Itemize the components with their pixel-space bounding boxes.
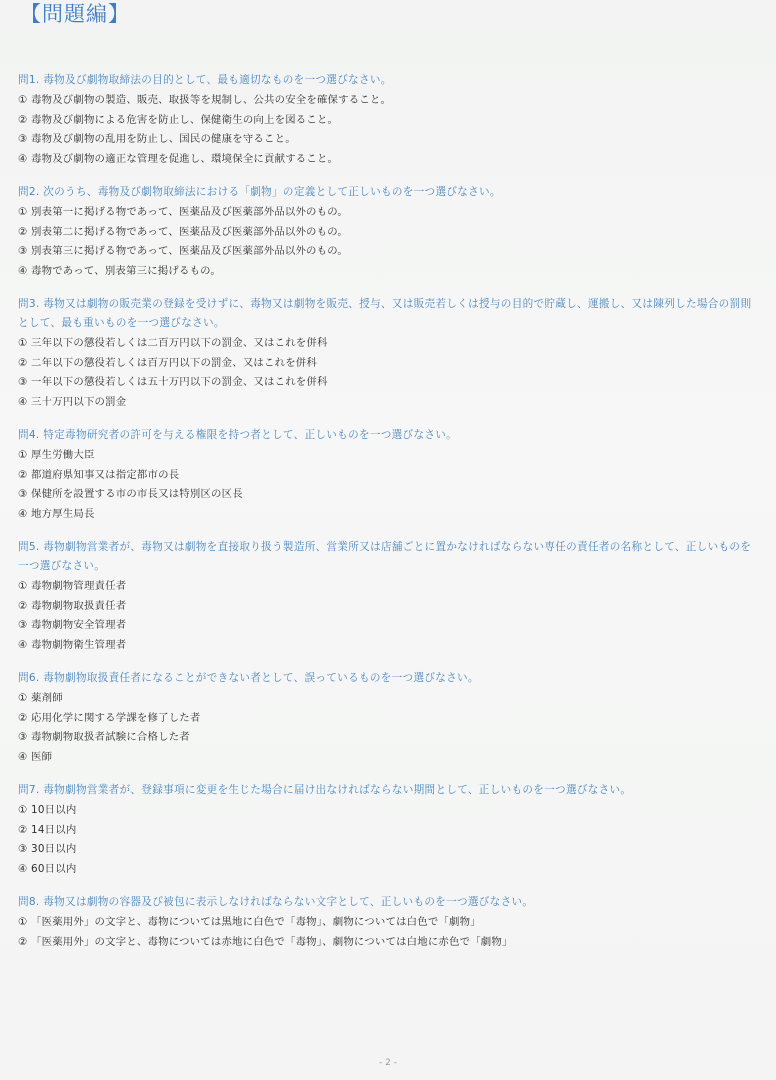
question-text: 問3. 毒物又は劇物の販売業の登録を受けずに、毒物又は劇物を販売、授与、又は販売若しくは授与の目的で貯蔵し、運搬し、又は陳列した場合の罰則として、最も重いものを一つ選びなさい。 xyxy=(18,298,752,329)
question-2 xyxy=(18,183,758,281)
question-text: 問2. 次のうち、毒物及び劇物取締法における「劇物」の定義として正しいものを一つ選びなさい。 xyxy=(18,186,501,198)
question-7 xyxy=(18,781,758,879)
question-text: 問5. 毒物劇物営業者が、毒物又は劇物を直接取り扱う製造所、営業所又は店舗ごとに置かなければならない専任の責任者の名称として、正しいものを一つ選びなさい。 xyxy=(18,541,752,572)
question-text: 問4. 特定毒物研究者の許可を与える権限を持つ者として、正しいものを一つ選びなさい。 xyxy=(18,429,458,441)
question-list xyxy=(18,71,758,966)
question-text: 問7. 毒物劇物営業者が、登録事項に変更を生じた場合に届け出なければならない期間として、正しいものを一つ選びなさい。 xyxy=(18,784,632,796)
question-3 xyxy=(18,295,758,412)
option-item: ① 別表第一に掲げる物であって、医薬品及び医薬部外品以外のもの。 xyxy=(18,206,349,218)
option-item: ② 都道府県知事又は指定都市の長 xyxy=(18,468,180,481)
option-list xyxy=(18,577,758,655)
option-item: ④ 三十万円以下の罰金 xyxy=(18,395,127,408)
option-item: ① 毒物劇物管理責任者 xyxy=(18,580,127,592)
option-item: ② 応用化学に関する学課を修了した者 xyxy=(18,711,201,724)
option-item: ④ 毒物劇物衛生管理者 xyxy=(18,638,127,651)
option-item: ③ 毒物劇物取扱者試験に合格した者 xyxy=(18,731,190,743)
option-item: ② 毒物劇物取扱責任者 xyxy=(18,599,127,612)
option-item: ① 薬剤師 xyxy=(18,692,63,704)
option-item: ② 14日以内 xyxy=(18,823,77,836)
option-list xyxy=(18,91,758,169)
question-5 xyxy=(18,538,758,655)
option-item: ② 別表第二に掲げる物であって、医薬品及び医薬部外品以外のもの。 xyxy=(18,225,349,238)
option-item: ④ 60日以内 xyxy=(18,862,77,875)
option-item: ① 毒物及び劇物の製造、販売、取扱等を規制し、公共の安全を確保すること。 xyxy=(18,94,392,106)
section-title: 【問題編】 xyxy=(20,2,130,26)
option-item: ③ 一年以下の懲役若しくは五十万円以下の罰金、又はこれを併科 xyxy=(18,376,328,388)
option-list xyxy=(18,689,758,767)
question-8 xyxy=(18,893,758,952)
option-item: ① 10日以内 xyxy=(18,804,77,816)
option-list xyxy=(18,913,758,952)
option-list xyxy=(18,334,758,412)
option-item: ① 「医薬用外」の文字と、毒物については黒地に白色で「毒物」、劇物については白色で「劇物」 xyxy=(18,916,481,928)
option-list xyxy=(18,203,758,281)
option-item: ④ 医師 xyxy=(18,750,53,763)
option-item: ④ 毒物であって、別表第三に掲げるもの。 xyxy=(18,264,221,277)
question-1 xyxy=(18,71,758,169)
option-item: ④ 地方厚生局長 xyxy=(18,507,95,520)
option-item: ② 「医薬用外」の文字と、毒物については赤地に白色で「毒物」、劇物については白地に赤色で「劇物」 xyxy=(18,935,513,948)
option-item: ① 厚生労働大臣 xyxy=(18,449,95,461)
option-item: ② 二年以下の懲役若しくは百万円以下の罰金、又はこれを併科 xyxy=(18,356,317,369)
page-number: - 2 - xyxy=(379,1058,397,1068)
option-item: ③ 別表第三に掲げる物であって、医薬品及び医薬部外品以外のもの。 xyxy=(18,245,349,257)
option-item: ③ 毒物及び劇物の乱用を防止し、国民の健康を守ること。 xyxy=(18,133,296,145)
question-4 xyxy=(18,426,758,524)
option-list xyxy=(18,446,758,524)
option-list xyxy=(18,801,758,879)
question-text: 問6. 毒物劇物取扱責任者になることができない者として、誤っているものを一つ選びなさい。 xyxy=(18,672,479,684)
question-6 xyxy=(18,669,758,767)
option-item: ③ 30日以内 xyxy=(18,843,77,855)
option-item: ③ 毒物劇物安全管理者 xyxy=(18,619,127,631)
question-text: 問8. 毒物又は劇物の容器及び被包に表示しなければならない文字として、正しいものを一つ選びなさい。 xyxy=(18,896,534,908)
option-item: ③ 保健所を設置する市の市長又は特別区の区長 xyxy=(18,488,243,500)
option-item: ① 三年以下の懲役若しくは二百万円以下の罰金、又はこれを併科 xyxy=(18,337,328,349)
option-item: ④ 毒物及び劇物の適正な管理を促進し、環境保全に貢献すること。 xyxy=(18,152,339,165)
option-item: ② 毒物及び劇物による危害を防止し、保健衛生の向上を図ること。 xyxy=(18,113,339,126)
question-text: 問1. 毒物及び劇物取締法の目的として、最も適切なものを一つ選びなさい。 xyxy=(18,74,392,86)
